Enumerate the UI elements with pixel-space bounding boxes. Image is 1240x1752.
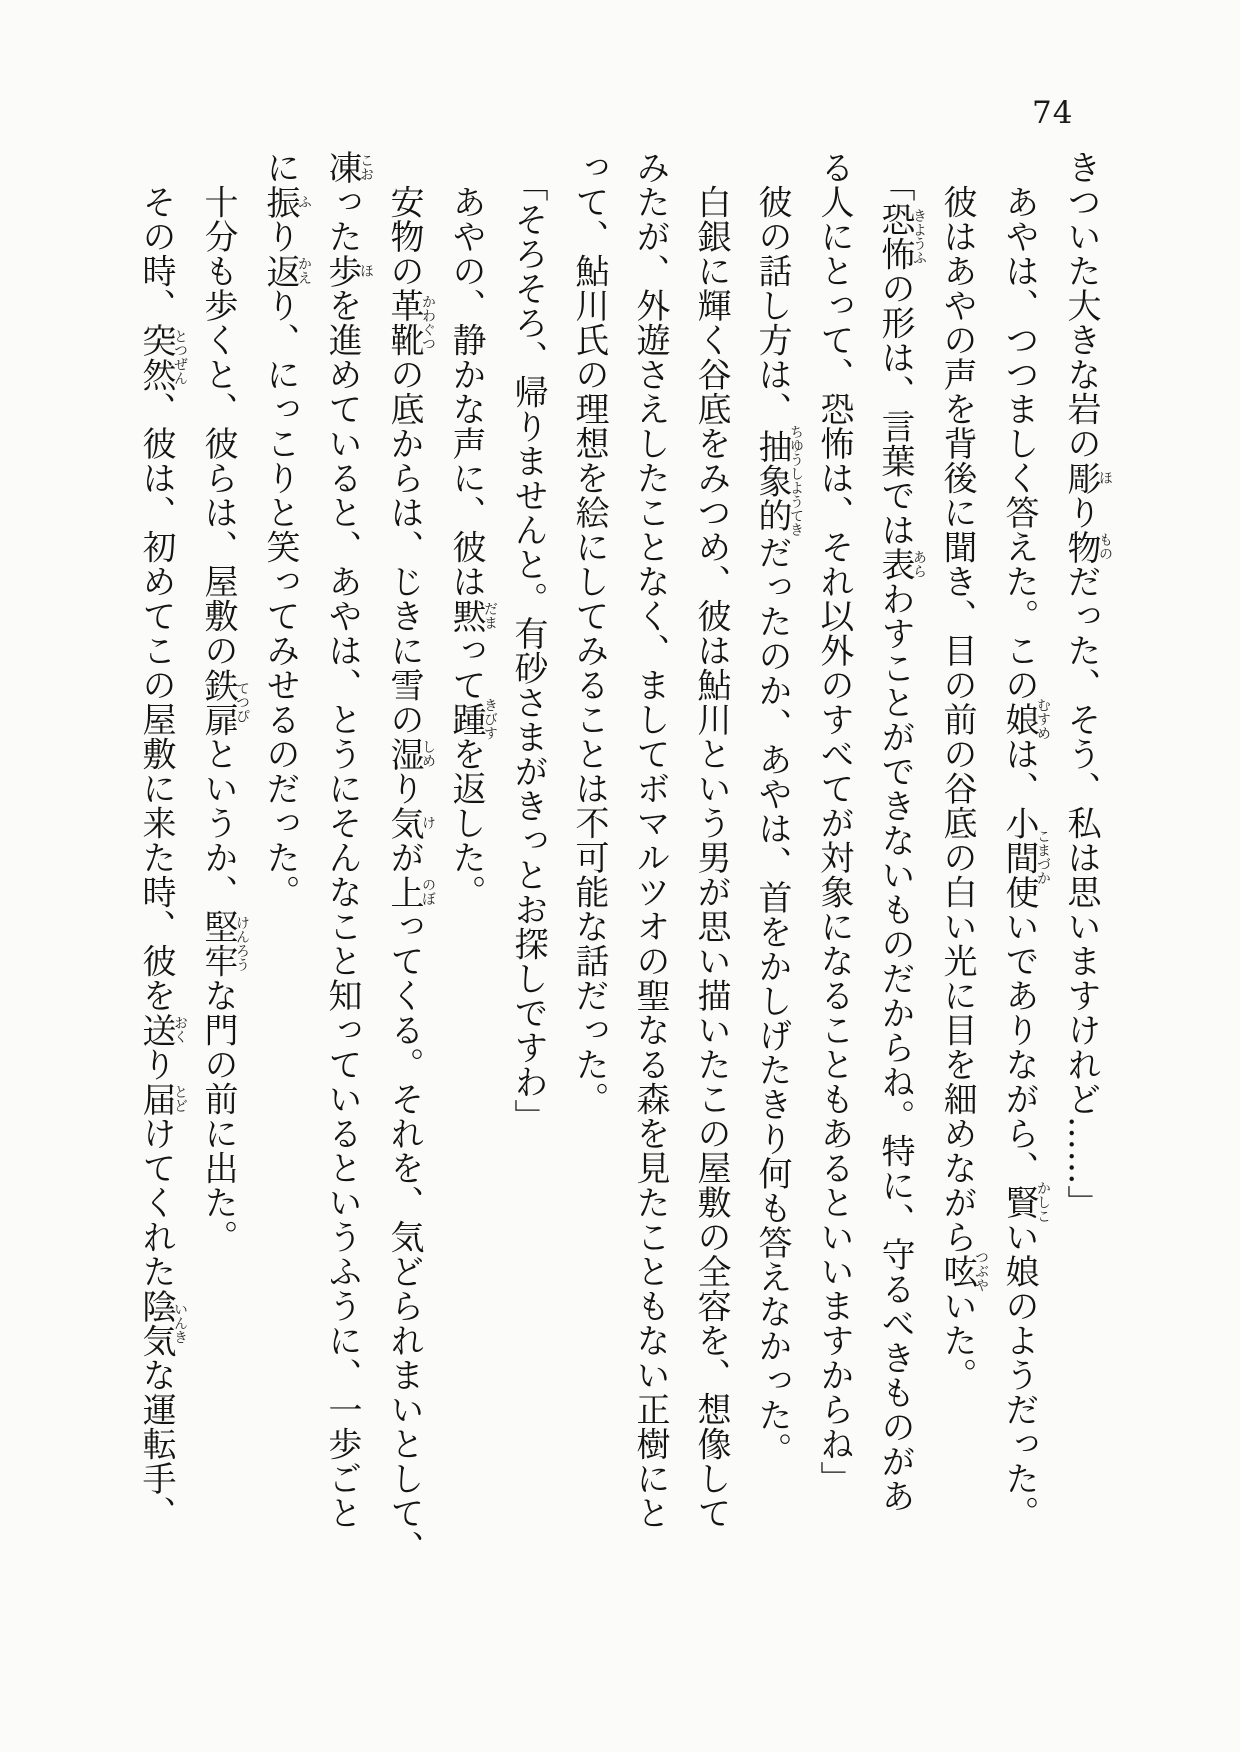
ruby-annotated-word: 陰気いんき xyxy=(136,1288,188,1358)
ruby-annotated-word: 革靴かわぐつ xyxy=(384,288,436,357)
text-column: 「恐怖きようふの形は、言葉では表あらわすことができないものだからね。特に、守るべきものがあ xyxy=(875,184,927,1513)
ruby-annotated-word: 送おく xyxy=(136,1012,188,1047)
text-column: 凍こおった歩ほを進めていると、あやは、とうにそんなこと知っているというふうに、一歩ごと xyxy=(322,150,374,1530)
ruby-annotated-word: 踵きびす xyxy=(446,698,498,741)
page-number: 74 xyxy=(1032,95,1074,131)
text-column: みたが、外遊さえしたことなく、ましてボマルツオの聖なる森を見たこともない正樹にと xyxy=(630,150,670,1530)
ruby-annotated-word: 湿しめ xyxy=(384,736,436,771)
text-column: 白銀に輝く谷底をみつめ、彼は鮎川という男が思い描いたこの屋敷の全容を、想像して xyxy=(691,184,731,1530)
ruby-annotated-word: 堅牢けんろう xyxy=(198,909,250,978)
ruby-annotated-word: 表あら xyxy=(875,547,927,582)
ruby-annotated-word: 賢かしこ xyxy=(999,1181,1051,1224)
ruby-annotated-word: 返かえ xyxy=(260,253,312,288)
text-column: 「そろそろ、帰りませんと。有砂さまがきっとお探しですわ」 xyxy=(508,184,548,1134)
ruby-annotated-word: 突然とつぜん xyxy=(136,322,188,392)
ruby-annotated-word: 娘むすめ xyxy=(999,698,1051,741)
ruby-annotated-word: 気け xyxy=(384,805,436,840)
ruby-annotated-word: 抽象的ちゆうしようてき xyxy=(752,424,804,537)
text-column: きついた大きな岩の彫ほり物ものだった、そう、私は思いますけれど……」 xyxy=(1061,150,1113,1220)
text-column: 彼の話し方は、抽象的ちゆうしようてきだったのか、あやは、首をかしげたきり何も答えなかった。 xyxy=(752,184,804,1467)
text-column: その時、突然とつぜん、彼は、初めてこの屋敷に来た時、彼を送おくり届とどけてくれた陰気いんきな運転手、 xyxy=(136,184,188,1530)
ruby-annotated-word: 物もの xyxy=(1061,529,1113,564)
ruby-annotated-word: 黙だま xyxy=(446,598,498,633)
text-column: あやの、静かな声に、彼は黙だまって踵きびすを返した。 xyxy=(446,184,498,909)
ruby-annotated-word: 振ふ xyxy=(260,184,312,219)
ruby-annotated-word: 小間使こまづか xyxy=(999,805,1051,909)
text-column: 十分も歩くと、彼らは、屋敷の鉄扉てつぴというか、堅牢けんろうな門の前に出た。 xyxy=(198,184,250,1254)
text-column: 安物の革靴かわぐつの底からは、じきに雪の湿しめり気けが上のぼってくる。それを、気どられまいとして、 xyxy=(384,184,436,1565)
ruby-annotated-word: 歩ほ xyxy=(322,253,374,288)
ruby-annotated-word: 恐怖きようふ xyxy=(875,202,927,271)
ruby-annotated-word: 鉄扉てつぴ xyxy=(198,667,250,737)
ruby-annotated-word: 呟つぶや xyxy=(937,1250,989,1293)
text-column: に振ふり返かえり、にっこりと笑ってみせるのだった。 xyxy=(260,150,312,909)
text-column: あやは、つつましく答えた。この娘むすめは、小間使こまづかいでありながら、賢かしこい娘のようだった。 xyxy=(999,184,1051,1530)
text-column: 彼はあやの声を背後に聞き、目の前の谷底の白い光に目を細めながら呟つぶやいた。 xyxy=(937,184,989,1392)
ruby-annotated-word: 凍こお xyxy=(322,150,374,185)
ruby-annotated-word: 上のぼ xyxy=(384,874,436,909)
ruby-annotated-word: 届とど xyxy=(136,1081,188,1116)
page-text xyxy=(130,150,1113,1565)
text-column: る人にとって、恐怖は、それ以外のすべてが対象になることもあるといいますからね」 xyxy=(814,150,854,1496)
ruby-annotated-word: 彫ほ xyxy=(1061,460,1113,495)
text-column: って、鮎川氏の理想を絵にしてみることは不可能な話だった。 xyxy=(569,150,609,1116)
